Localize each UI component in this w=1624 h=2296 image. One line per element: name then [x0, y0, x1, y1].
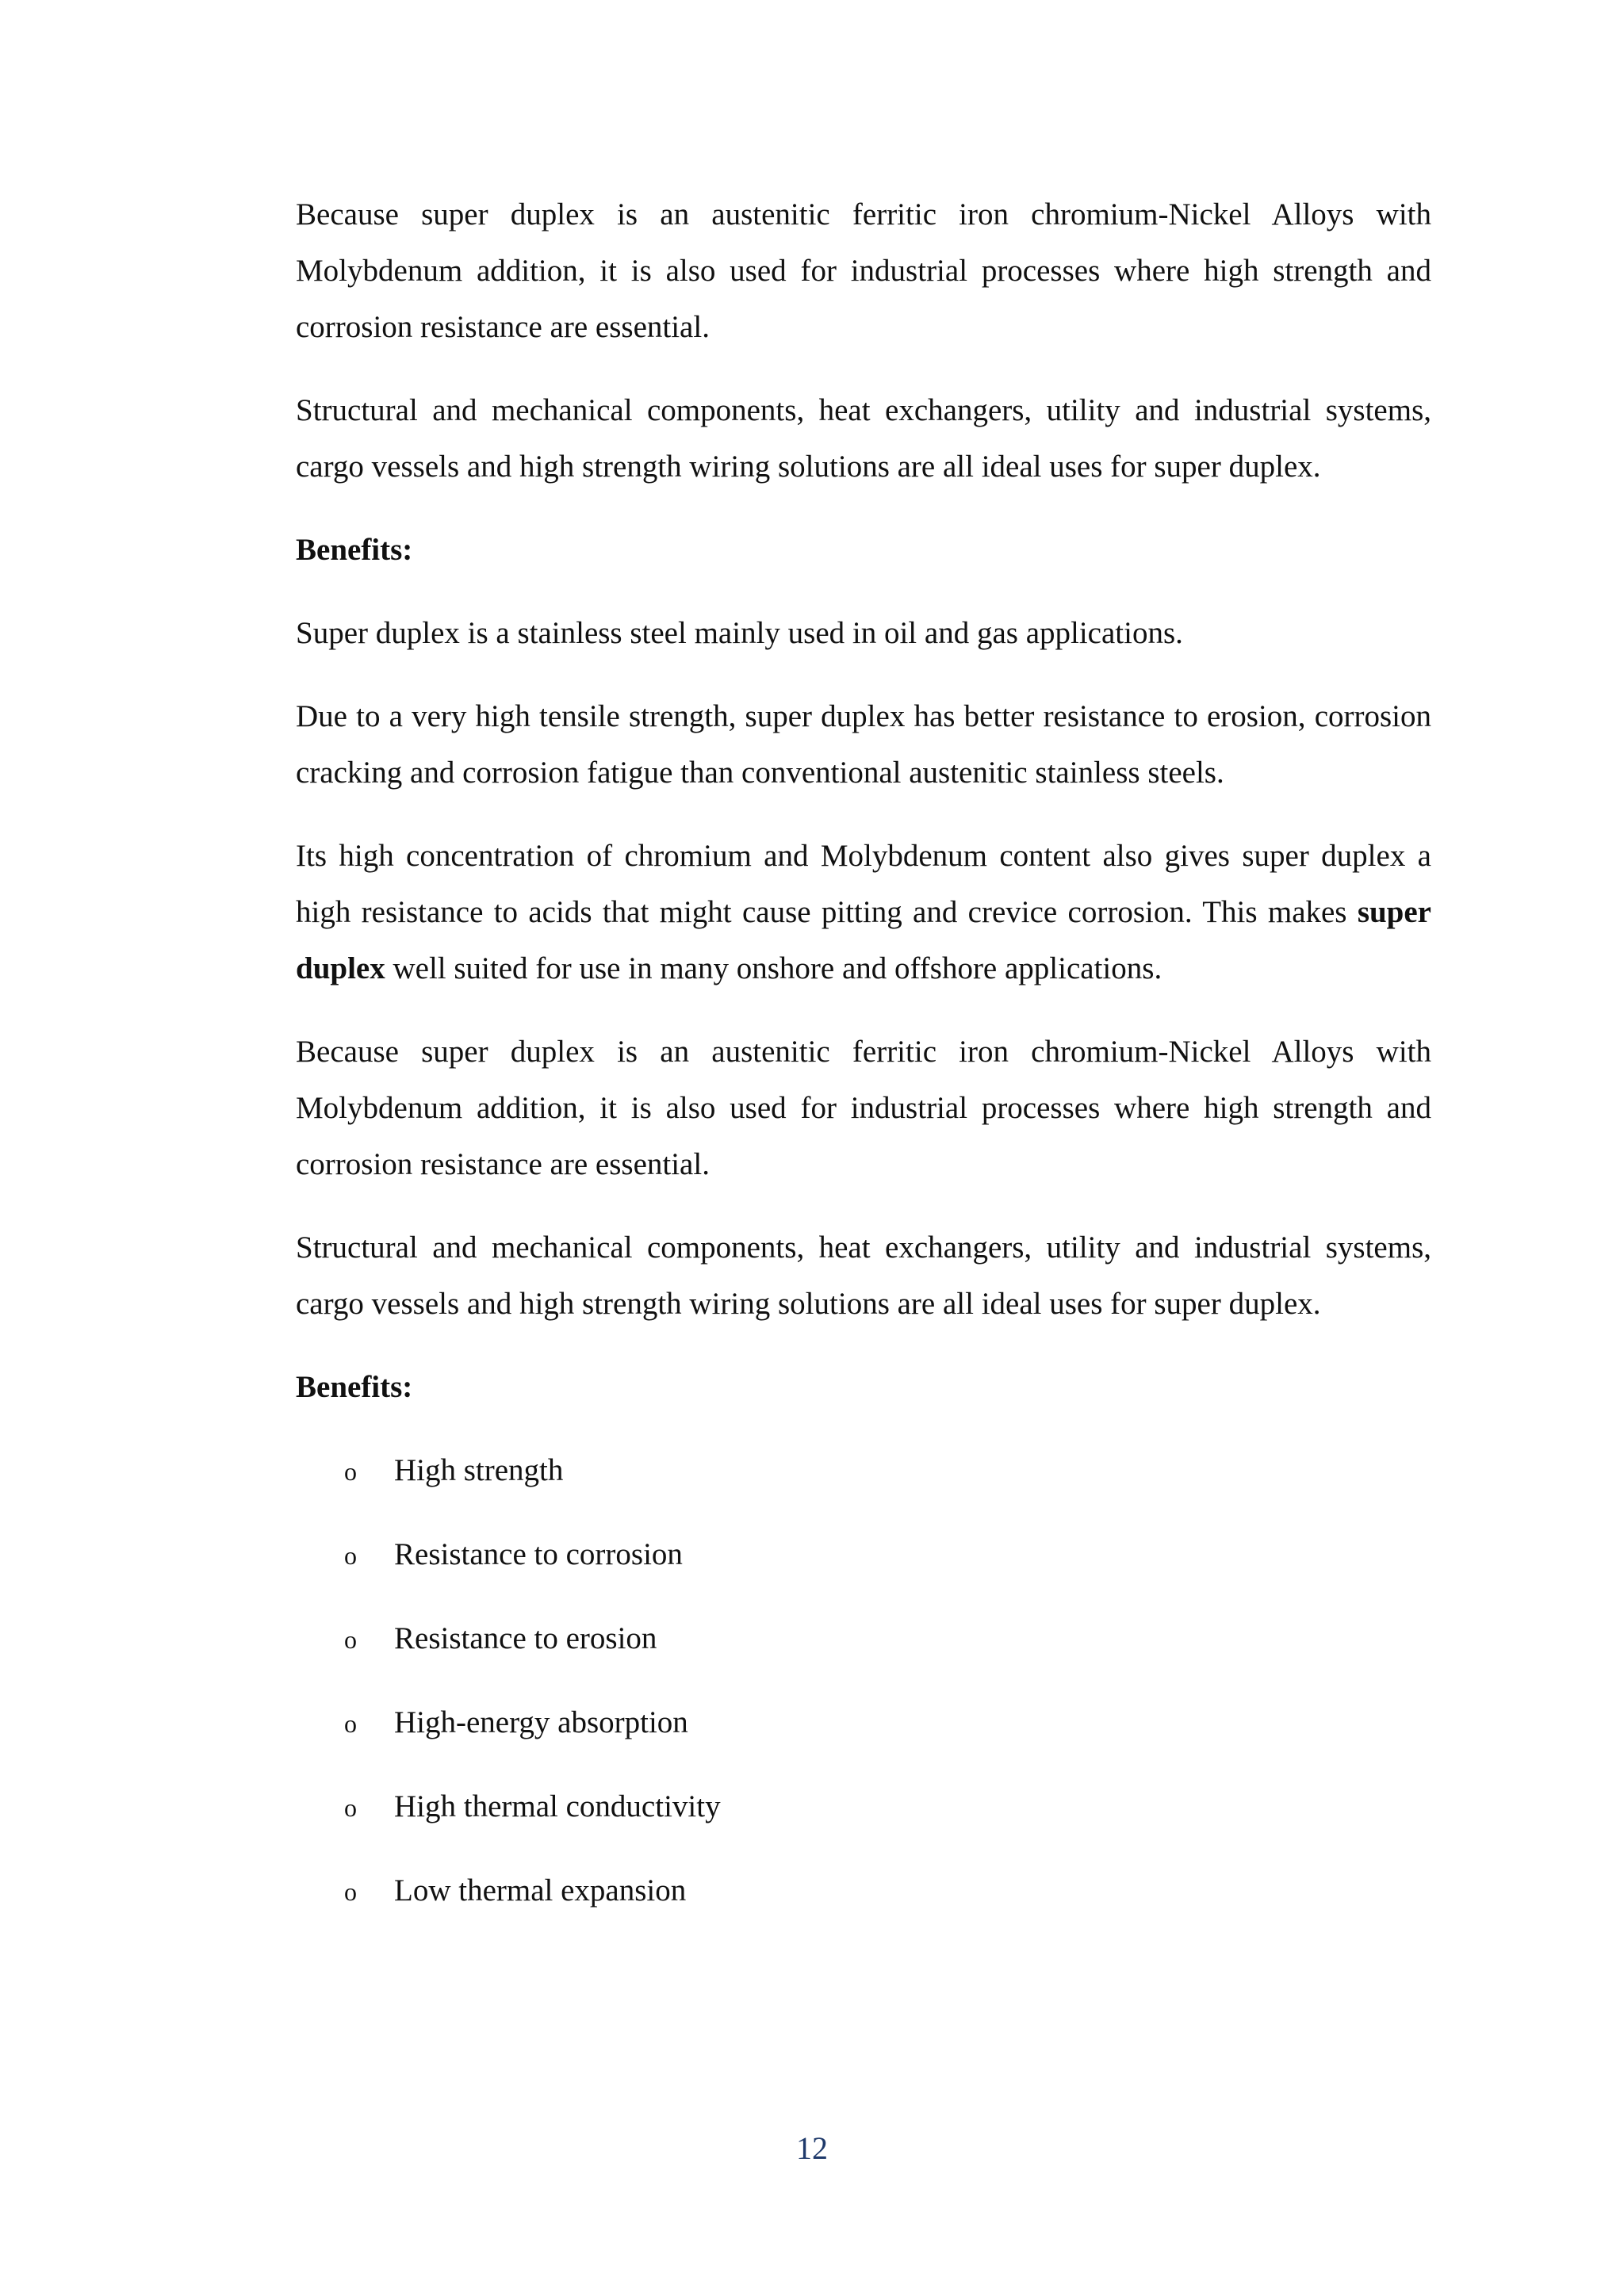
list-item: [296, 1610, 1431, 1694]
bullet-marker: o: [344, 1709, 357, 1738]
list-item: [296, 1694, 1431, 1778]
page-number: 12: [796, 2130, 828, 2166]
benefits-heading-list: Benefits:: [296, 1370, 413, 1404]
paragraph-intro: Because super duplex is an austenitic ferritic iron chromium-Nickel Alloys with Molybdenum addition, it is also used for industrial processes where high strength and corrosion resistance are essential.: [296, 197, 1431, 344]
paragraph-tensile-strength: Due to a very high tensile strength, super duplex has better resistance to erosion, corrosion cracking and corrosion fatigue than conventional austenitic stainless steels.: [296, 699, 1431, 790]
paragraph-uses: Structural and mechanical components, heat exchangers, utility and industrial systems, cargo vessels and high strength wiring solutions are all ideal uses for super duplex.: [296, 393, 1431, 484]
bold-term-super-duplex: super duplex: [296, 895, 1431, 985]
list-item: [296, 1526, 1431, 1610]
paragraph-text-after: well suited for use in many onshore and offshore applications.: [385, 951, 1162, 985]
list-item-text: High strength: [394, 1453, 564, 1487]
paragraph-text-before: Its high concentration of chromium and Molybdenum content also gives super duplex a high resistance to acids that might cause pitting and crevice corrosion. This makes: [296, 839, 1431, 929]
paragraph-intro-repeat: Because super duplex is an austenitic ferritic iron chromium-Nickel Alloys with Molybdenum addition, it is also used for industrial processes where high strength and corrosion resistance are essential.: [296, 1035, 1431, 1181]
list-item-text: Resistance to corrosion: [394, 1537, 683, 1571]
benefits-heading: Benefits:: [296, 533, 413, 567]
list-item-text: High thermal conductivity: [394, 1789, 721, 1823]
page-content: [296, 186, 1431, 1946]
list-item: [296, 1862, 1431, 1946]
list-item: [296, 1778, 1431, 1862]
paragraph-chromium-concentration: [296, 828, 1431, 997]
bullet-marker: o: [344, 1541, 357, 1570]
list-item: [296, 1442, 1431, 1526]
bullet-marker: o: [344, 1793, 357, 1822]
bullet-marker: o: [344, 1877, 357, 1906]
benefits-list: [296, 1442, 1431, 1946]
list-item-text: Low thermal expansion: [394, 1873, 687, 1908]
bullet-marker: o: [344, 1625, 357, 1654]
list-item-text: High-energy absorption: [394, 1705, 688, 1739]
bullet-marker: o: [344, 1457, 357, 1486]
paragraph-uses-repeat: Structural and mechanical components, heat exchangers, utility and industrial systems, cargo vessels and high strength wiring solutions are all ideal uses for super duplex.: [296, 1230, 1431, 1321]
list-item-text: Resistance to erosion: [394, 1621, 657, 1655]
paragraph-stainless-steel: Super duplex is a stainless steel mainly used in oil and gas applications.: [296, 616, 1183, 650]
